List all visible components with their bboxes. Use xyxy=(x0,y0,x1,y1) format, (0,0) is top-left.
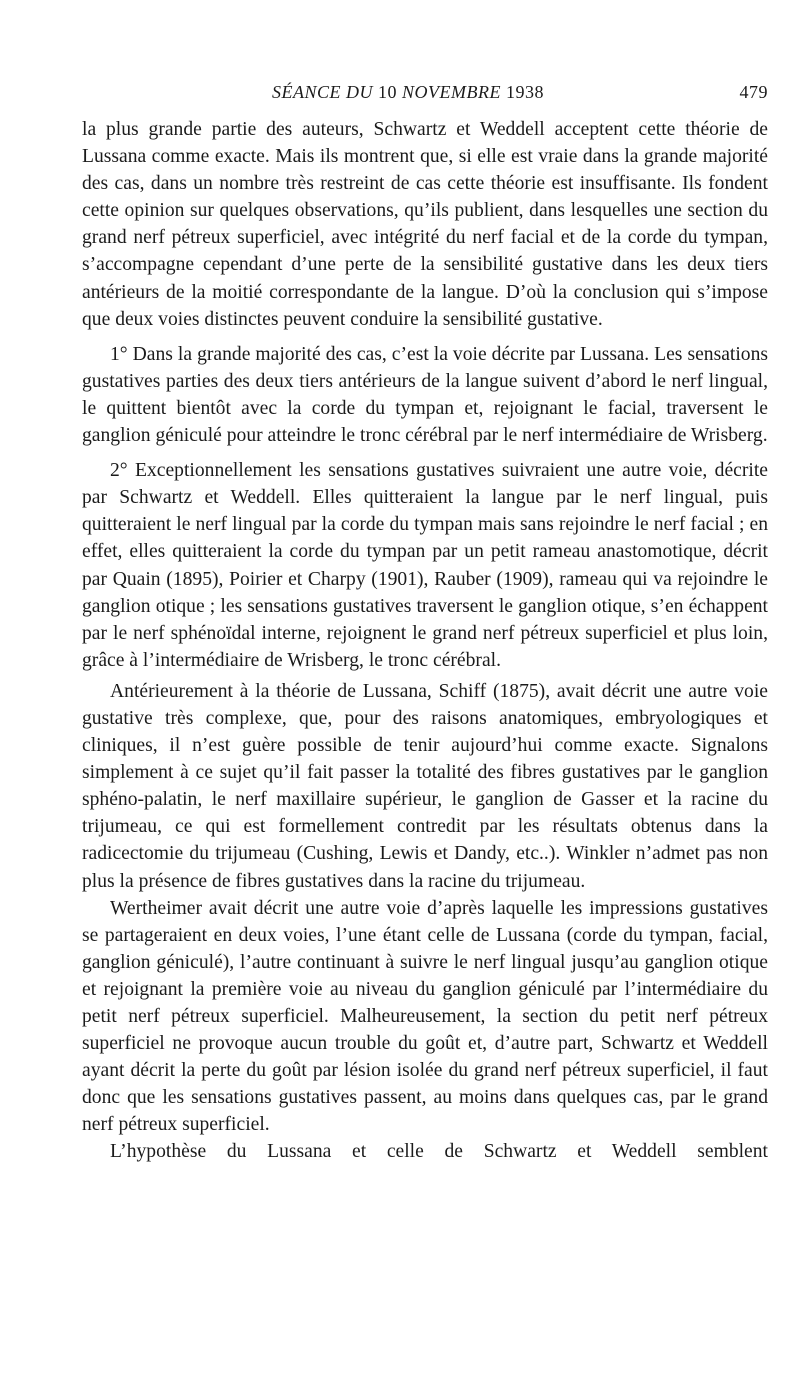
header-year: 1938 xyxy=(505,82,544,102)
paragraph-schiff: Antérieurement à la théorie de Lussana, Schiff (1875), avait décrit une autre voie gustative très complexe, que, pour des raisons anatomiques, embryologiques et cliniques, il n’est guère possible de tenir aujourd’hui comme exacte. Signalons simplement à ce sujet qu’il fait passer la totalité des fibres gustatives par le ganglion sphéno-palatin, le nerf maxillaire supérieur, le ganglion de Gasser et la racine du trijumeau, ce qui est formellement contredit par les résultats obtenus dans la radicectomie du trijumeau (Cushing, Lewis et Dandy, etc..). Winkler n’admet pas non plus la présence de fibres gustatives dans la racine du trijumeau. xyxy=(82,680,768,892)
running-header xyxy=(82,82,768,108)
paragraph-wertheimer: Wertheimer avait décrit une autre voie d’après laquelle les impressions gustatives se partageraient en deux voies, l’une étant celle de Lussana (corde du tympan, facial, ganglion géniculé), l’autre continuant à suivre le nerf lingual jusqu’au ganglion otique et rejoignant la première voie au niveau du ganglion géniculé par l’intermédiaire du petit nerf pétreux superficiel. Malheureusement, la section du petit nerf pétreux superficiel ne provoque aucun trouble du goût et, d’autre part, Schwartz et Weddell ayant décrit la perte du goût par lésion isolée du grand nerf pétreux superficiel, il faut donc que les sensations gustatives passent, au moins dans quelques cas, par le grand nerf pétreux superficiel. xyxy=(82,897,768,1136)
page-number: 479 xyxy=(739,82,768,102)
paragraph-point-1: 1° Dans la grande majorité des cas, c’est la voie décrite par Lussana. Les sensations gustatives parties des deux tiers antérieurs de la langue suivent d’abord le nerf lingual, le quittent bientôt avec la corde du tympan et, rejoignant le facial, traversent le ganglion géniculé pour atteindre le tronc cérébral par le nerf intermédiaire de Wrisberg. xyxy=(82,343,768,447)
body-text xyxy=(82,116,768,1166)
header-title-part-b: NOVEMBRE xyxy=(397,82,506,102)
paragraph-final-line: L’hypothèse du Lussana et celle de Schwartz et Weddell semblent xyxy=(110,1141,768,1163)
header-title xyxy=(272,82,544,103)
header-title-part-a: SÉANCE DU xyxy=(272,82,378,102)
document-page xyxy=(82,82,768,1166)
paragraph-continuation: la plus grande partie des auteurs, Schwartz et Weddell acceptent cette théorie de Lussana comme exacte. Mais ils montrent que, si elle est vraie dans la grande majorité des cas, dans un nombre très restreint de cas cette théorie est insuffisante. Ils fondent cette opinion sur quelques observations, qu’ils publient, dans lesquelles une section du grand nerf pétreux superficiel, avec intégrité du nerf facial et de la corde du tympan, s’accompagne cependant d’une perte de la sensibilité gustative dans les deux tiers antérieurs de la moitié correspondante de la langue. D’où la conclusion qui s’impose que deux voies distinctes peuvent conduire la sensibilité gustative. xyxy=(82,119,768,330)
header-day: 10 xyxy=(378,82,397,102)
paragraph-point-2: 2° Exceptionnellement les sensations gustatives suivraient une autre voie, décrite par Schwartz et Weddell. Elles quitteraient la langue par le nerf lingual, puis quitteraient le nerf lingual par la corde du tympan mais sans rejoindre le nerf facial ; en effet, elles quitteraient la corde du tympan par un petit rameau anastomotique, décrit par Quain (1895), Poirier et Charpy (1901), Rauber (1909), rameau qui va rejoindre le ganglion otique ; les sensations gustatives traversent le ganglion otique, s’en échappent par le nerf sphénoïdal interne, rejoignent le grand nerf pétreux superficiel et plus loin, grâce à l’intermédiaire de Wrisberg, le tronc cérébral. xyxy=(82,460,768,671)
